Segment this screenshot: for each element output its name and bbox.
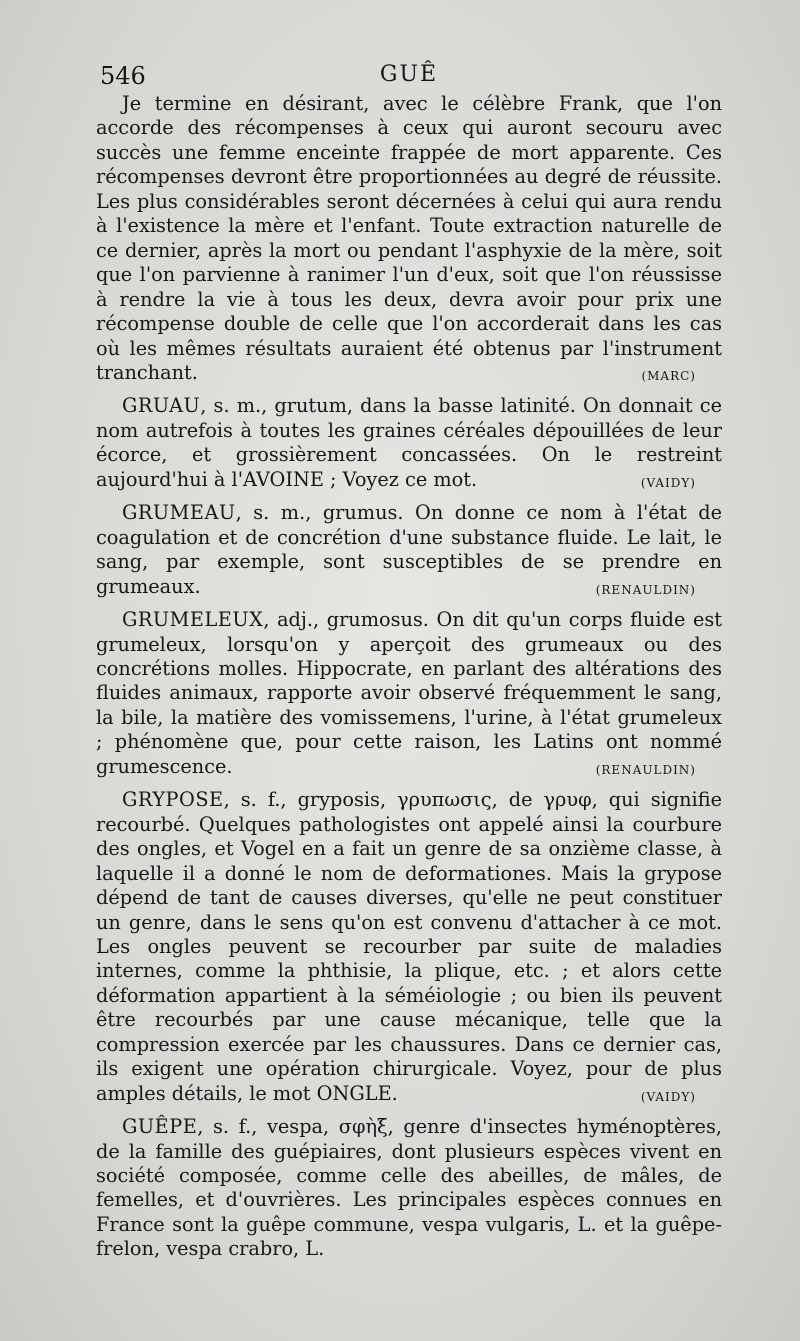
entry-headword: GRUMEAU bbox=[122, 501, 236, 525]
page-header bbox=[96, 62, 722, 92]
dictionary-entry bbox=[96, 788, 722, 1106]
running-head: GUÊ bbox=[379, 62, 439, 87]
entry-text: , s. m., grutum, dans la basse latinité. On donnait ce nom autrefois à toutes les graines céréales dépouillées de leur écorce, et grossièrement concassées. On le restreint aujourd'hui à l'AVOINE ; Voyez ce mot. bbox=[96, 394, 722, 491]
dictionary-entry bbox=[96, 608, 722, 779]
entry-text: Je termine en désirant, avec le célèbre Frank, que l'on accorde des récompenses à ceux qui auront secouru avec succès une femme enceinte frappée de mort apparente. Ces récompenses devront être proportionnées au degré de réussite. Les plus considérables seront décernées à celui qui aura rendu à l'existence la mère et l'enfant. Toute extraction naturelle de ce dernier, après la mort ou pendant l'asphyxie de la mère, soit que l'on parvienne à ranimer l'un d'eux, soit que l'on réussisse à rendre la vie à tous les deux, devra avoir pour prix une récompense double de celle que l'on accorderait dans les cas où les mêmes résultats auraient été obtenus par l'instrument tranchant. bbox=[96, 92, 722, 384]
entry-headword: GUÊPE bbox=[122, 1115, 198, 1139]
body-text bbox=[96, 92, 722, 1262]
author-signature: (RENAULDIN) bbox=[595, 762, 696, 777]
dictionary-entry bbox=[96, 394, 722, 492]
entry-text: , adj., grumosus. On dit qu'un corps fluide est grumeleux, lorsqu'on y aperçoit des grumeaux ou des concrétions molles. Hippocrate, en parlant des altérations des fluides animaux, rapporte avoir observé fréquemment le sang, la bile, la matière des vomissemens, l'urine, à l'état grumeleux ; phénomène que, pour cette raison, les Latins ont nommé grumescence. bbox=[96, 608, 722, 778]
author-signature: (RENAULDIN) bbox=[595, 582, 696, 597]
entry-paragraph bbox=[96, 92, 722, 385]
page-number: 546 bbox=[100, 62, 146, 90]
entry-headword: GRUAU bbox=[122, 394, 201, 418]
author-signature: (VAIDY) bbox=[640, 1089, 696, 1104]
author-signature: (VAIDY) bbox=[640, 475, 696, 490]
dictionary-entry bbox=[96, 501, 722, 599]
author-signature: (MARC) bbox=[641, 368, 696, 383]
entry-headword: GRUMELEUX bbox=[122, 608, 264, 632]
entry-text: , s. f., vespa, σφὴξ, genre d'insectes hyménoptères, de la famille des guépiaires, dont plusieurs espèces vivent en société composée, comme celle des abeilles, de mâles, de femelles, et d'ouvrières. Les principales espèces connues en France sont la guêpe commune, vespa vulgaris, L. et la guêpe-frelon, vespa crabro, L. bbox=[96, 1115, 722, 1261]
entry-text: , s. m., grumus. On donne ce nom à l'état de coagulation et de concrétion d'une substance fluide. Le lait, le sang, par exemple, sont susceptibles de se prendre en grumeaux. bbox=[96, 501, 722, 598]
entry-headword: GRYPOSE bbox=[122, 788, 224, 812]
entry-text: , s. f., gryposis, γρυπωσις, de γρυφ, qui signifie recourbé. Quelques pathologistes ont appelé ainsi la courbure des ongles, et Vogel en a fait un genre de sa onzième classe, à laquelle il a donné le nom de deformationes. Mais la grypose dépend de tant de causes diverses, qu'elle ne peut constituer un genre, dans le sens qu'on est convenu d'attacher à ce mot. Les ongles peuvent se recourber par suite de maladies internes, comme la phthisie, la plique, etc. ; et alors cette déformation appartient à la séméiologie ; ou bien ils peuvent être recourbés par une cause mécanique, telle que la compression exercée par les chaussures. Dans ce dernier cas, ils exigent une opération chirurgicale. Voyez, pour de plus amples détails, le mot ONGLE. bbox=[96, 788, 722, 1105]
dictionary-entry bbox=[96, 1115, 722, 1262]
